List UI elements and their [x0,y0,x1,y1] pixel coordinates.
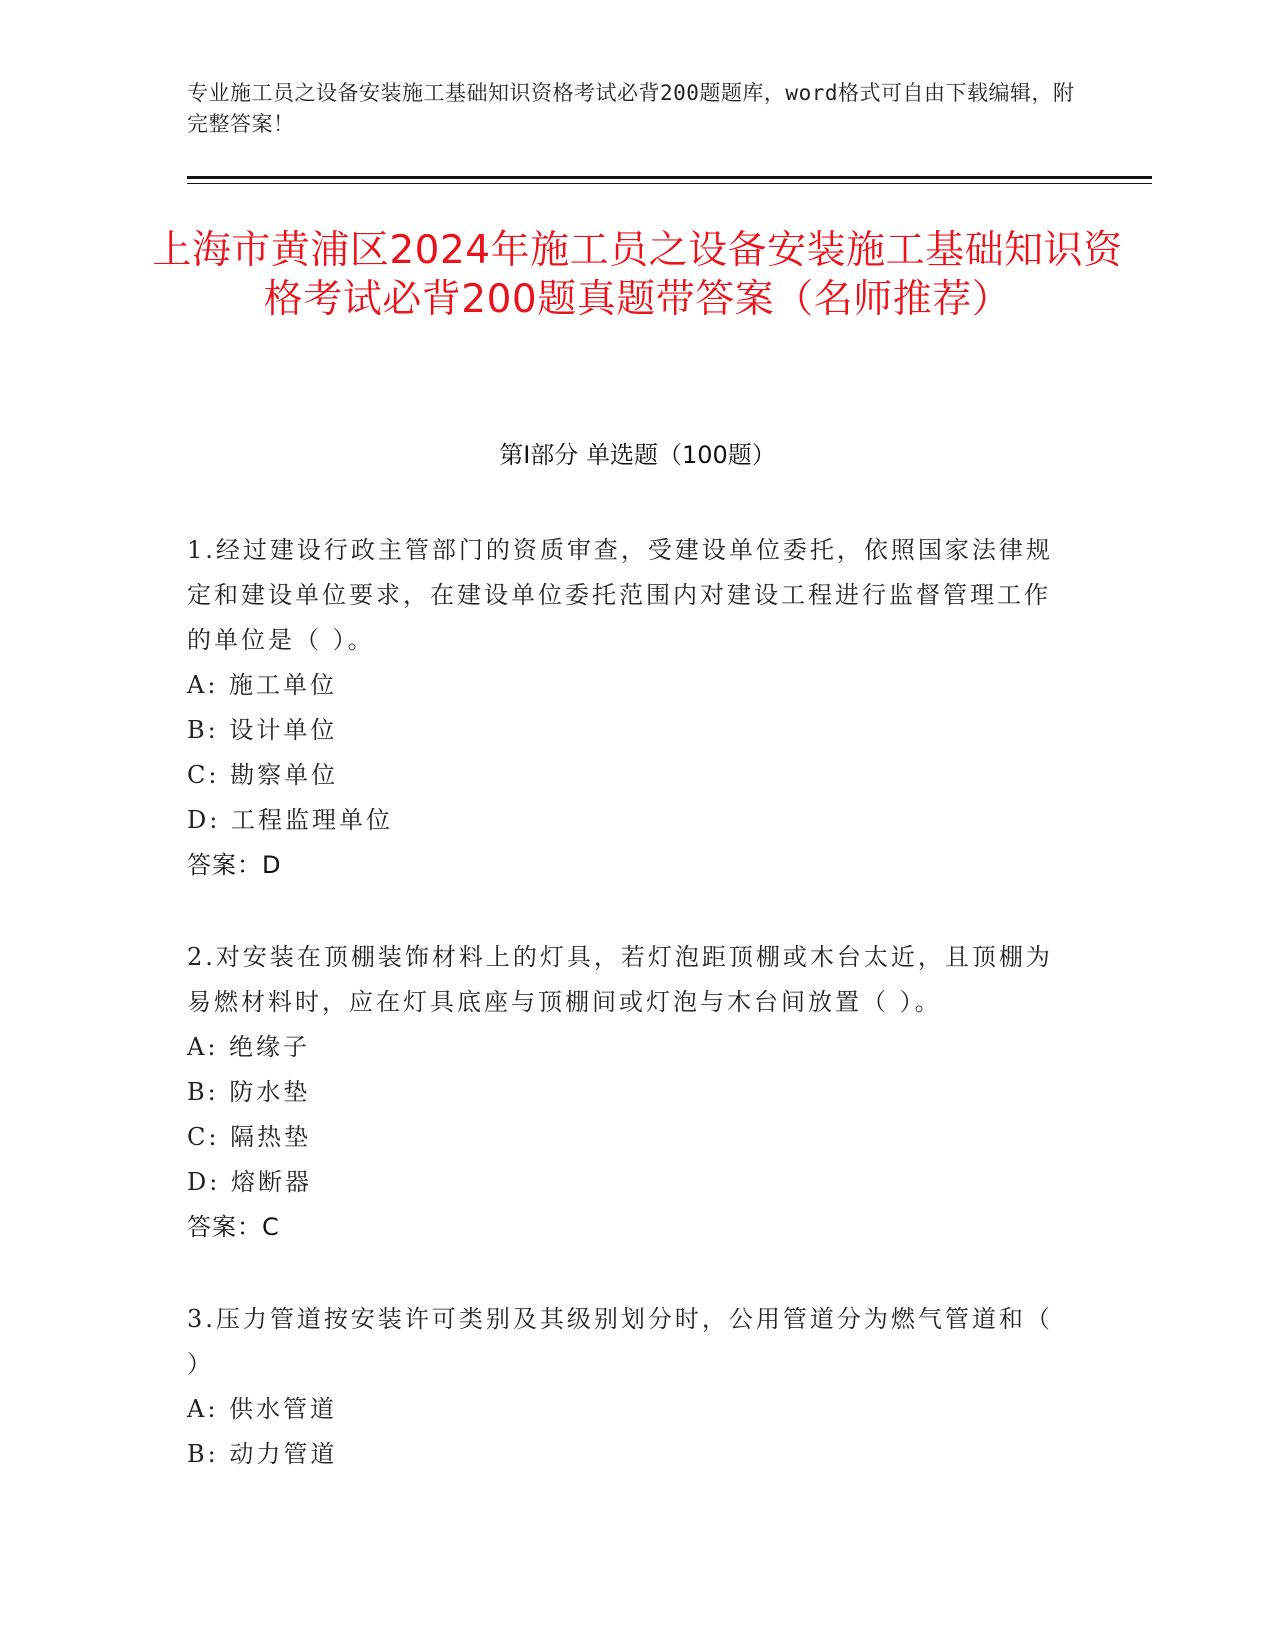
question-stem: 3.压力管道按安装许可类别及其级别划分时，公用管道分为燃气管道和（ ） [187,1305,1053,1378]
question-2 [187,935,1067,1250]
question-list [187,528,1067,1477]
option-d: D: 熔断器 [187,1168,312,1196]
option-c: C: 隔热垫 [187,1123,312,1151]
section-title: 第Ⅰ部分 单选题（100题） [499,441,776,469]
question-3 [187,1297,1067,1477]
question-1 [187,528,1067,888]
header-note: 专业施工员之设备安装施工基础知识资格考试必背200题题库，word格式可自由下载编辑，附完整答案！ [187,81,1075,136]
option-a: A: 绝缘子 [187,1033,311,1061]
question-stem: 1.经过建设行政主管部门的资质审查，受建设单位委托，依照国家法律规定和建设单位要求，在建设单位委托范围内对建设工程进行监督管理工作的单位是（ ）。 [187,536,1053,654]
option-b: B: 设计单位 [187,716,338,744]
option-d: D: 工程监理单位 [187,806,393,834]
question-spacer [187,888,1067,935]
question-spacer [187,1250,1067,1297]
option-a: A: 供水管道 [187,1395,338,1423]
option-b: B: 动力管道 [187,1440,338,1468]
header-divider-thin [187,183,1152,184]
answer-line: 答案：D [187,851,282,879]
option-c: C: 勘察单位 [187,761,339,789]
header-divider-thick [187,176,1152,179]
option-b: B: 防水垫 [187,1078,311,1106]
question-stem: 2.对安装在顶棚装饰材料上的灯具，若灯泡距顶棚或木台太近，且顶棚为易燃材料时，应在灯具底座与顶棚间或灯泡与木台间放置（ ）。 [187,943,1053,1016]
document-title: 上海市黄浦区2024年施工员之设备安装施工基础知识资格考试必背200题真题带答案（名师推荐） [152,228,1123,322]
option-a: A: 施工单位 [187,671,338,699]
answer-line: 答案：C [187,1213,280,1241]
